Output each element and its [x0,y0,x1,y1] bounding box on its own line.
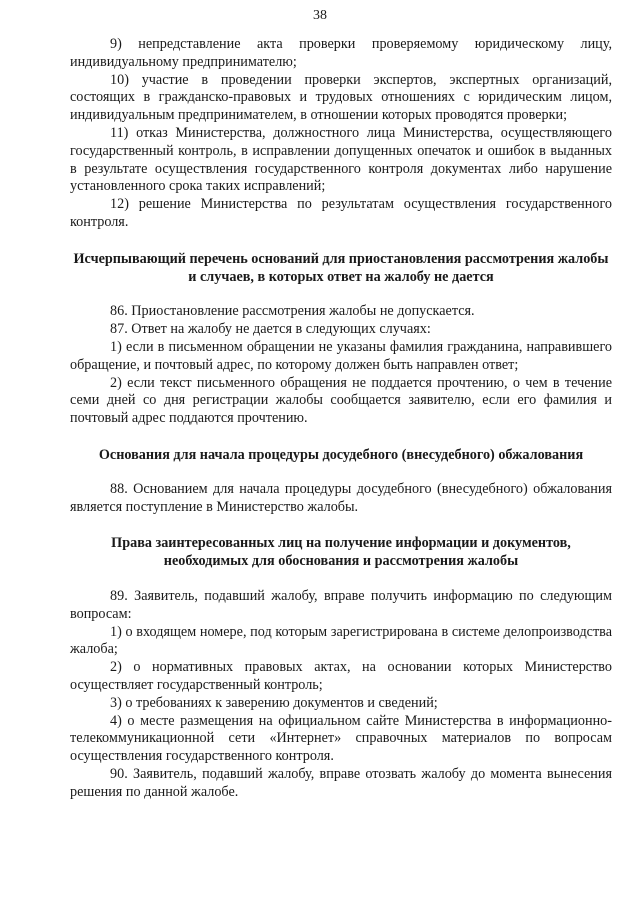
section-heading-information-rights: Права заинтересованных лиц на получение информации и документов, необходимых для обоснования и рассмотрения жалобы [111,535,571,570]
paragraph-9: 9) непредставление акта проверки проверяемому юридическому лицу, индивидуальному предпринимателю; [70,36,612,70]
paragraph-87-item-1: 1) если в письменном обращении не указаны фамилия гражданина, направившего обращение, и почтовый адрес, по которому должен быть направлен ответ; [70,338,612,373]
paragraph-12: 12) решение Министерства по результатам осуществления государственного контроля. [70,196,612,230]
page-number: 38 [313,8,327,23]
document-body [70,36,612,801]
paragraph-86: 86. Приостановление рассмотрения жалобы не допускается. [110,303,475,320]
paragraph-89-item-4: 4) о месте размещения на официальном сайте Министерства в информационно-телекоммуникационной сети «Интернет» справочных материалов по вопросам осуществления государственного контроля. [70,712,612,765]
paragraph-89-item-1: 1) о входящем номере, под которым зарегистрирована в системе делопроизводства жалоба; [70,623,612,658]
section-heading-suspension: Исчерпывающий перечень оснований для приостановления рассмотрения жалобы и случаев, в которых ответ на жалобу не дается [73,250,609,285]
paragraph-11: 11) отказ Министерства, должностного лица Министерства, осуществляющего государственный контроль, в исправлении допущенных опечаток и ошибок в выданных в результате осуществления государственного контроля документах либо нарушение установленного срока таких исправлений; [70,124,612,195]
paragraph-89-item-2: 2) о нормативных правовых актах, на основании которых Министерство осуществляет государственный контроль; [70,659,612,693]
paragraph-89: 89. Заявитель, подавший жалобу, вправе получить информацию по следующим вопросам: [70,587,612,622]
paragraph-88: 88. Основанием для начала процедуры досудебного (внесудебного) обжалования является поступление в Министерство жалобы. [70,480,612,515]
paragraph-10: 10) участие в проведении проверки экспертов, экспертных организаций, состоящих в гражданско-правовых и трудовых отношениях с юридическим лицом, индивидуальным предпринимателем, в отношении которых проводятся проверки; [70,71,612,124]
paragraph-87-item-2: 2) если текст письменного обращения не поддается прочтению, о чем в течение семи дней со дня регистрации жалобы сообщается заявителю, если его фамилия и почтовый адрес поддаются прочтению. [70,374,612,427]
paragraph-87: 87. Ответ на жалобу не дается в следующих случаях: [110,321,431,338]
section-heading-appeal-grounds: Основания для начала процедуры досудебного (внесудебного) обжалования [98,446,584,463]
paragraph-90: 90. Заявитель, подавший жалобу, вправе отозвать жалобу до момента вынесения решения по данной жалобе. [70,765,612,800]
paragraph-89-item-3: 3) о требованиях к заверению документов и сведений; [110,694,438,711]
